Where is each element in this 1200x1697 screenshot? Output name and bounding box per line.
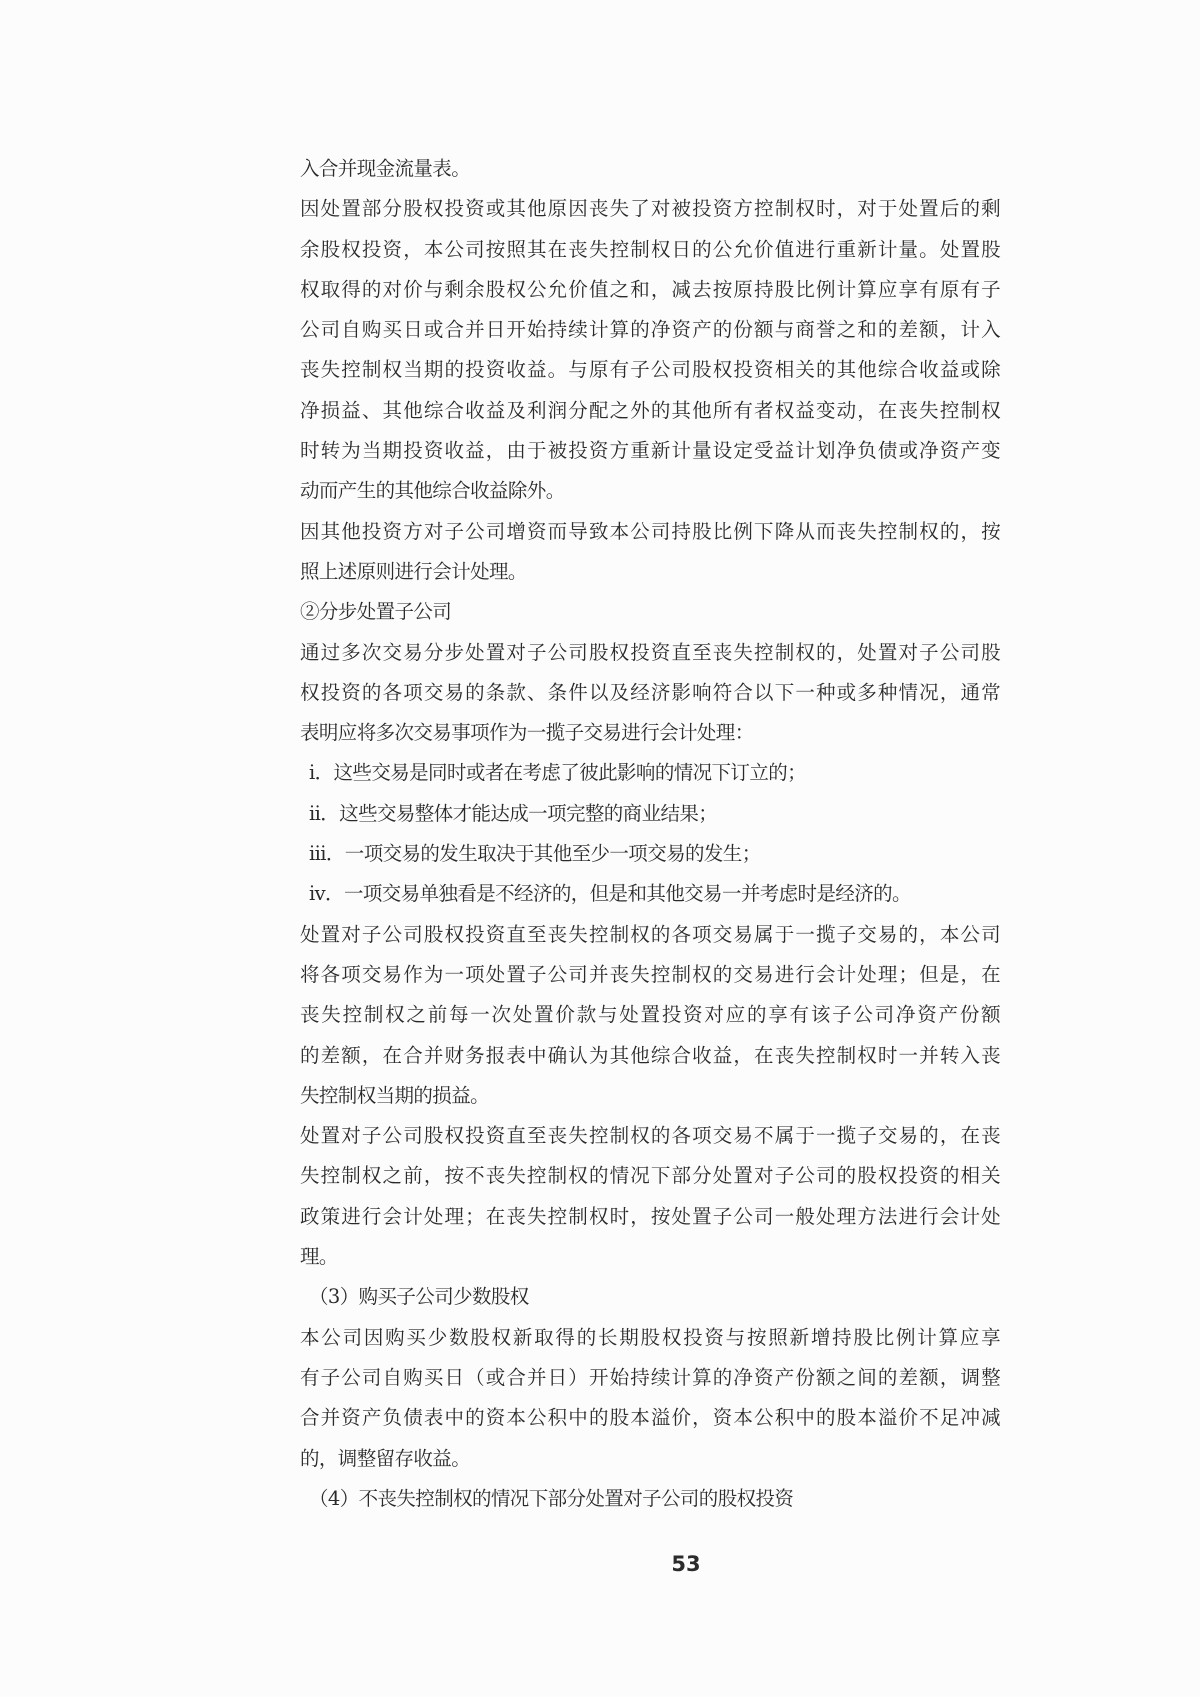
text-line: 表明应将多次交易事项作为一揽子交易进行会计处理： (300, 721, 754, 745)
list-item: ii．这些交易整体才能达成一项完整的商业结果； (309, 801, 718, 825)
text-line: 权投资的各项交易的条款、条件以及经济影响符合以下一种或多种情况，通常 (300, 680, 1000, 704)
section-heading: （3）购买子公司少数股权 (309, 1285, 529, 1309)
text-line: 公司自购买日或合并日开始持续计算的净资产的份额与商誉之和的差额，计入 (300, 318, 1000, 342)
text-line: 通过多次交易分步处置对子公司股权投资直至丧失控制权的，处置对子公司股 (300, 640, 1000, 664)
list-item: iv．一项交易单独看是不经济的，但是和其他交易一并考虑时是经济的。 (309, 882, 911, 906)
text-line: 本公司因购买少数股权新取得的长期股权投资与按照新增持股比例计算应享 (300, 1325, 1000, 1349)
text-line: 有子公司自购买日（或合并日）开始持续计算的净资产份额之间的差额，调整 (300, 1365, 1000, 1389)
section-heading: ②分步处置子公司 (300, 600, 452, 624)
text-line: 政策进行会计处理；在丧失控制权时，按处置子公司一般处理方法进行会计处 (300, 1204, 1000, 1228)
section-heading: （4）不丧失控制权的情况下部分处置对子公司的股权投资 (309, 1486, 794, 1510)
list-item: i．这些交易是同时或者在考虑了彼此影响的情况下订立的； (309, 761, 807, 785)
text-line: 失控制权之前，按不丧失控制权的情况下部分处置对子公司的股权投资的相关 (300, 1164, 1000, 1188)
text-line: 的差额，在合并财务报表中确认为其他综合收益，在丧失控制权时一并转入丧 (300, 1043, 1000, 1067)
document-body (300, 149, 1000, 1519)
text-line: 处置对子公司股权投资直至丧失控制权的各项交易不属于一揽子交易的，在丧 (300, 1124, 1000, 1148)
text-line: 动而产生的其他综合收益除外。 (300, 479, 565, 503)
text-line: 净损益、其他综合收益及利润分配之外的其他所有者权益变动，在丧失控制权 (300, 398, 1000, 422)
text-line: 余股权投资，本公司按照其在丧失控制权日的公允价值进行重新计量。处置股 (300, 237, 1000, 261)
text-line: 入合并现金流量表。 (300, 157, 471, 180)
text-line: 失控制权当期的损益。 (300, 1083, 490, 1107)
text-line: 时转为当期投资收益，由于被投资方重新计量设定受益计划净负债或净资产变 (300, 439, 1000, 463)
page-number: 53 (671, 1552, 701, 1576)
text-line: 将各项交易作为一项处置子公司并丧失控制权的交易进行会计处理；但是，在 (300, 962, 1000, 986)
text-line: 权取得的对价与剩余股权公允价值之和，减去按原持股比例计算应享有原有子 (300, 277, 1000, 301)
text-line: 因处置部分股权投资或其他原因丧失了对被投资方控制权时，对于处置后的剩 (300, 197, 1000, 221)
text-line: 丧失控制权之前每一次处置价款与处置投资对应的享有该子公司净资产份额 (300, 1003, 1000, 1027)
text-line: 丧失控制权当期的投资收益。与原有子公司股权投资相关的其他综合收益或除 (300, 358, 1000, 382)
text-line: 因其他投资方对子公司增资而导致本公司持股比例下降从而丧失控制权的，按 (300, 519, 1000, 543)
text-line: 合并资产负债表中的资本公积中的股本溢价，资本公积中的股本溢价不足冲减 (300, 1406, 1000, 1430)
text-line: 处置对子公司股权投资直至丧失控制权的各项交易属于一揽子交易的，本公司 (300, 922, 1000, 946)
list-item: iii．一项交易的发生取决于其他至少一项交易的发生； (309, 842, 761, 866)
text-line: 照上述原则进行会计处理。 (300, 559, 527, 583)
text-line: 的，调整留存收益。 (300, 1446, 471, 1470)
text-line: 理。 (300, 1245, 338, 1269)
